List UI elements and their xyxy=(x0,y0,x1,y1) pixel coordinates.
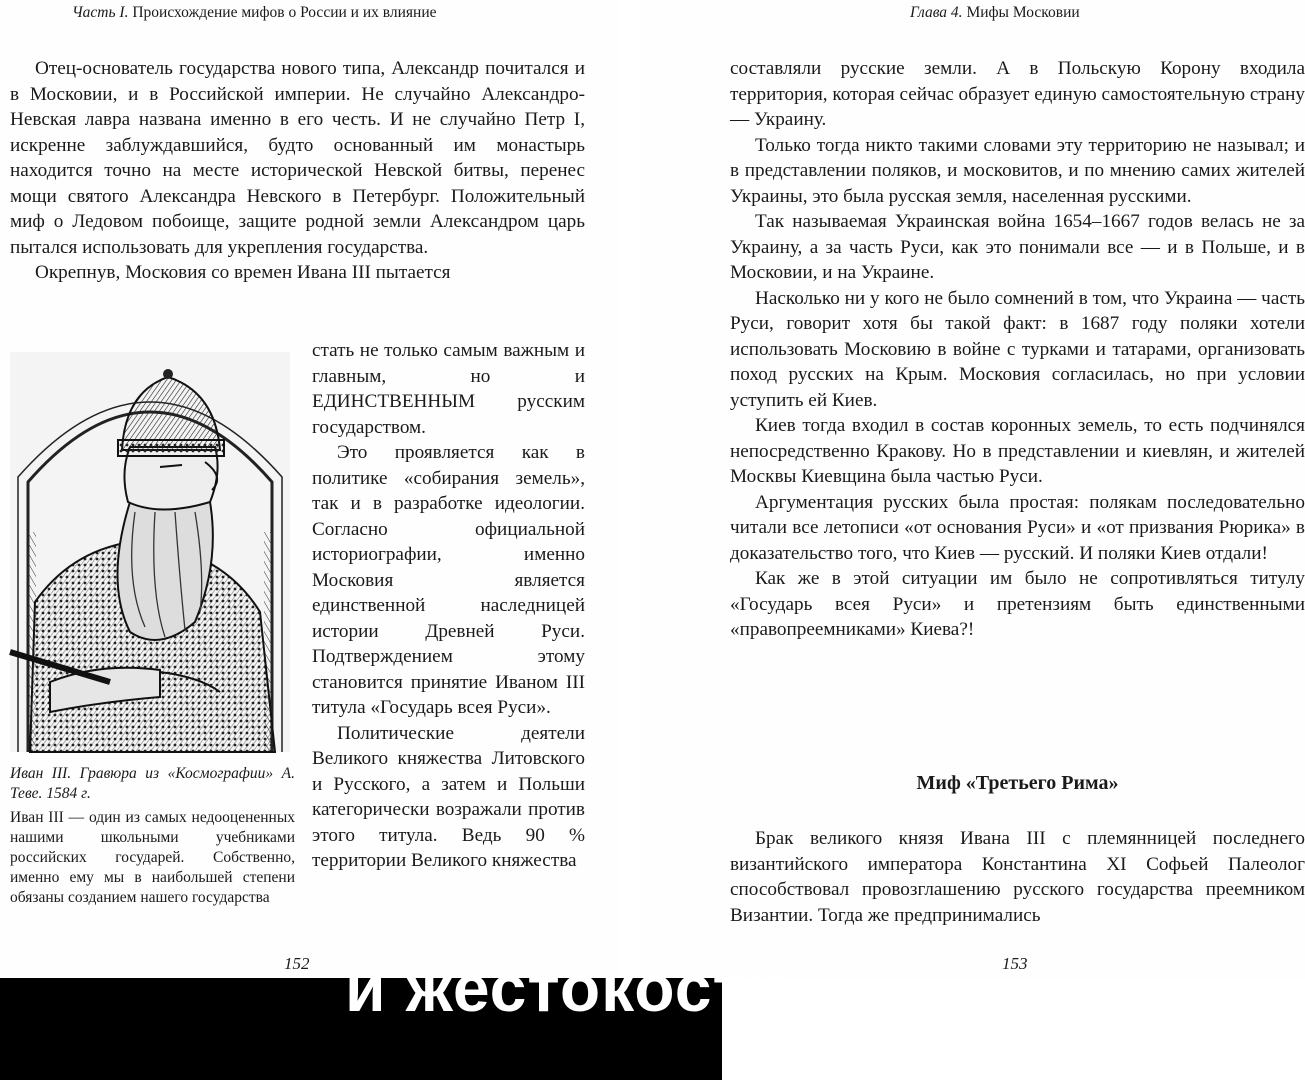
body-text-section xyxy=(730,826,1305,928)
body-text-side xyxy=(312,338,585,874)
header-part-label: Часть I. xyxy=(72,4,129,21)
page-number: 152 xyxy=(284,954,310,973)
paragraph: Киев тогда входил в состав коронных земель, то есть подчинялся непосредственно Кракову. Но в представлении и киевлян, и жителей Москвы Киевщина была частью Руси. xyxy=(730,415,1305,487)
paragraph: Так называемая Украинская война 1654–1667 годов велась не за Украину, а за часть Руси, как это понимали все — и в Польше, и в Московии, и на Украине. xyxy=(730,211,1305,283)
paragraph: Насколько ни у кого не было сомнений в том, что Украина — часть Руси, говорит хотя бы такой факт: в 1687 году поляки хотели использовать Московию в войне с турками и татарами, организовать поход русских на Крым. Московия согласилась, но при условии уступить ей Киев. xyxy=(730,287,1305,411)
paragraph: Аргументация русских была простая: полякам последовательно читали все летописи «от основания Руси» и «от призвания Рюрика» в доказательство того, что Киев — русский. И поляки Киев отдали! xyxy=(730,491,1305,564)
paragraph: Как же в этой ситуации им было не сопротивляться титулу «Государь всея Руси» и претензиям быть единственными «правопреемниками» Киева?! xyxy=(730,568,1305,640)
paragraph: Только тогда никто такими словами эту территорию не называл; и в представлении поляков, и московитов, и по мнению самих жителей Украины, это была русская земля, населенная русскими. xyxy=(730,134,1305,207)
paragraph: Отец-основатель государства нового типа, Александр почитался и в Московии, и в Российской империи. Не случайно Александро-Невская лавра названа именно в его честь. И не случайно Петр I, искренне заблуждавшийся, будто основанный им монастырь находится точно на месте исторической Невской битвы, перенес мощи святого Александра Невского в Петербург. Положительный миф о Ледовом побоище, защите родной земли Александром царь пытался использовать для укрепления государства. xyxy=(10,58,585,258)
header-title: Мифы Московии xyxy=(966,4,1080,21)
right-page xyxy=(640,0,1305,980)
paragraph: Политические деятели Великого княжества Литовского и Русского, а затем и Польши категорически возражали против этого титула. Ведь 90 % территории Великого княжества xyxy=(312,722,585,871)
header-title: Происхождение мифов о России и их влияние xyxy=(132,4,437,21)
page-number: 153 xyxy=(1002,954,1028,973)
running-header xyxy=(72,4,437,22)
image-caption xyxy=(10,764,295,908)
paragraph: Окрепнув, Московия со времен Ивана III пытается xyxy=(35,262,451,283)
header-chapter-label: Глава 4. xyxy=(910,4,963,21)
paragraph: составляли русские земли. А в Польскую Корону входила территория, которая сейчас образует единую самостоятельную страну — Украину. xyxy=(730,58,1305,130)
section-heading: Миф «Третьего Рима» xyxy=(916,772,1119,794)
caption-title: Иван III. Гравюра из «Космографии» А. Теве. 1584 г. xyxy=(10,765,295,802)
running-header xyxy=(910,4,1080,22)
body-text-top xyxy=(10,56,585,286)
paragraph: стать не только самым важным и главным, но и ЕДИНСТВЕННЫМ русским государством. xyxy=(312,340,585,438)
ivan-iii-engraving xyxy=(10,352,290,752)
banner-text: и жестокости xyxy=(345,951,788,1025)
caption-description: Иван III — один из самых недооцененных нашими школьными учебниками российских государей. Собственно, именно ему мы в наибольшей степени обязаны созданием нашего государства xyxy=(10,809,295,906)
paragraph: Это проявляется как в политике «собирания земель», так и в разработке идеологии. Согласно официальной историографии, именно Московия является единственной наследницей истории Древней Руси. Подтверждением этому становится принятие Иваном III титула «Государь всея Руси». xyxy=(312,442,585,718)
paragraph: Брак великого князя Ивана III с племянницей последнего византийского императора Константина XI Софьей Палеолог способствовал провозглашению русского государства преемником Византии. Тогда же предпринимались xyxy=(730,828,1305,926)
left-page xyxy=(0,0,620,980)
body-text xyxy=(730,56,1305,643)
